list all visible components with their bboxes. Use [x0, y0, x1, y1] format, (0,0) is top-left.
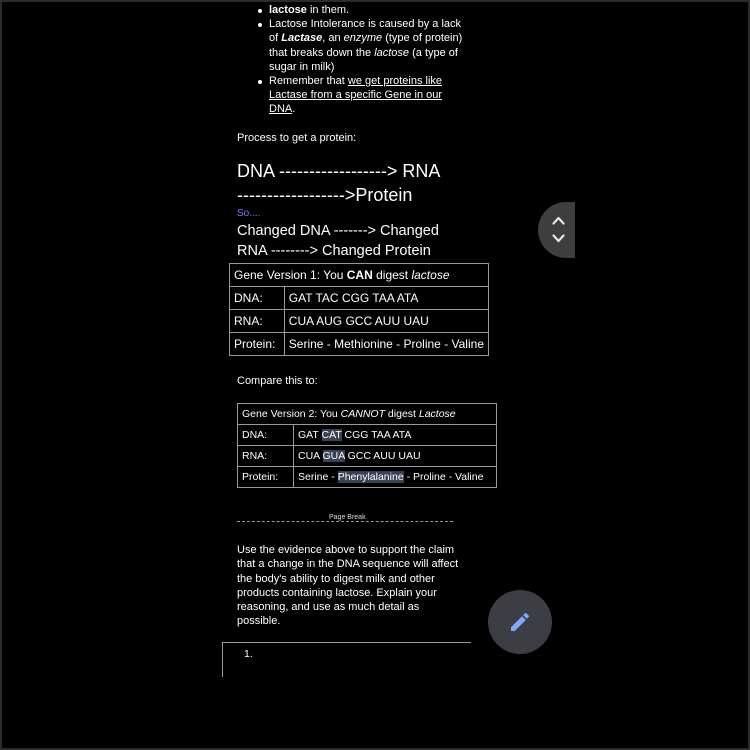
- changed-line-1: Changed DNA -------> Changed: [237, 223, 439, 239]
- pencil-icon: [508, 610, 532, 634]
- italic-cannot: CANNOT: [340, 408, 386, 420]
- row-value: [294, 467, 497, 488]
- header-text: Gene Version 2: You: [242, 408, 341, 420]
- bullet-text: .: [292, 103, 296, 116]
- table-row: [238, 446, 497, 467]
- row-value: Serine - Methionine - Proline - Valine: [284, 333, 488, 356]
- header-text: Gene Version 1: You: [234, 268, 347, 282]
- bullet-text: , an: [322, 32, 344, 45]
- document-page[interactable]: [222, 0, 484, 750]
- chevron-up-icon: [552, 216, 565, 225]
- row-value: CUA AUG GCC AUU UAU: [284, 310, 488, 333]
- page-break-line: [237, 521, 453, 522]
- row-label: RNA:: [238, 446, 294, 467]
- bullet-list: [250, 0, 465, 117]
- table-header: [230, 264, 489, 287]
- bullet-text: (a type of sugar in milk): [269, 46, 458, 73]
- header-text: digest: [372, 268, 412, 282]
- highlighted-amino-acid: Phenylalanine: [337, 471, 404, 483]
- row-value: [294, 425, 497, 446]
- row-label: RNA:: [230, 310, 285, 333]
- bold-lactose: lactose: [269, 4, 307, 16]
- term-lactase: Lactase: [281, 32, 323, 45]
- so-text: So....: [237, 208, 261, 219]
- changed-line-2: RNA --------> Changed Protein: [237, 243, 431, 259]
- bullet-text: Lactose Intolerance is caused by a lack of: [269, 18, 462, 45]
- gene-table-2: [237, 403, 497, 488]
- chevron-down-icon: [552, 234, 565, 243]
- answer-number: 1.: [244, 648, 253, 660]
- edit-button[interactable]: [488, 590, 552, 654]
- italic-lactose: lactose: [411, 268, 450, 282]
- bullet-item-intolerance: [250, 17, 465, 74]
- bullet-text: Remember that: [269, 75, 348, 88]
- table-header: [238, 404, 497, 425]
- gene-table-1: [229, 263, 489, 356]
- row-label: DNA:: [238, 425, 294, 446]
- table-row: [230, 287, 489, 310]
- answer-box[interactable]: [222, 642, 471, 677]
- question-text: Use the evidence above to support the claim that a change in the DNA sequence will affect the body's ability to digest milk and other products containing lactose. Explain your reasoning, and use as much detail as possible.: [237, 544, 459, 628]
- term-lactose: lactose: [374, 46, 410, 59]
- term-enzyme: enzyme: [343, 32, 383, 45]
- table-header-row: [230, 264, 489, 287]
- row-value: GAT TAC CGG TAA ATA: [284, 287, 488, 310]
- bullet-text: in them.: [306, 4, 350, 16]
- protein-text: Serine -: [298, 471, 338, 483]
- bold-can: CAN: [346, 268, 373, 282]
- flow-line-1: DNA ------------------> RNA: [237, 161, 441, 181]
- row-label: Protein:: [230, 333, 285, 356]
- codon-text: CGG TAA ATA: [341, 429, 412, 441]
- header-text: digest: [385, 408, 419, 420]
- codon-text: GCC AUU UAU: [344, 450, 421, 462]
- bullet-item-lactose: [250, 3, 465, 17]
- highlighted-codon: CAT: [321, 429, 342, 441]
- process-label: Process to get a protein:: [237, 132, 357, 144]
- table-row: [238, 425, 497, 446]
- codon-text: GAT: [298, 429, 322, 441]
- compare-label: Compare this to:: [237, 375, 318, 387]
- table-row: [230, 333, 489, 356]
- codon-text: CUA: [298, 450, 323, 462]
- page-break-label: Page Break: [329, 514, 366, 521]
- row-value: [294, 446, 497, 467]
- table-row: [230, 310, 489, 333]
- protein-text: - Proline - Valine: [403, 471, 484, 483]
- table-header-row: [238, 404, 497, 425]
- bullet-item-remember: [250, 74, 465, 117]
- underlined-text: we get proteins like Lactase from a specific Gene in our DNA: [269, 75, 443, 116]
- table-row: [238, 467, 497, 488]
- row-label: Protein:: [238, 467, 294, 488]
- row-label: DNA:: [230, 287, 285, 310]
- italic-lactose: Lactose: [418, 408, 456, 420]
- bullet-text: (type of protein) that breaks down the: [269, 32, 463, 59]
- flow-line-2: ------------------>Protein: [237, 185, 413, 205]
- highlighted-codon: GUA: [322, 450, 345, 462]
